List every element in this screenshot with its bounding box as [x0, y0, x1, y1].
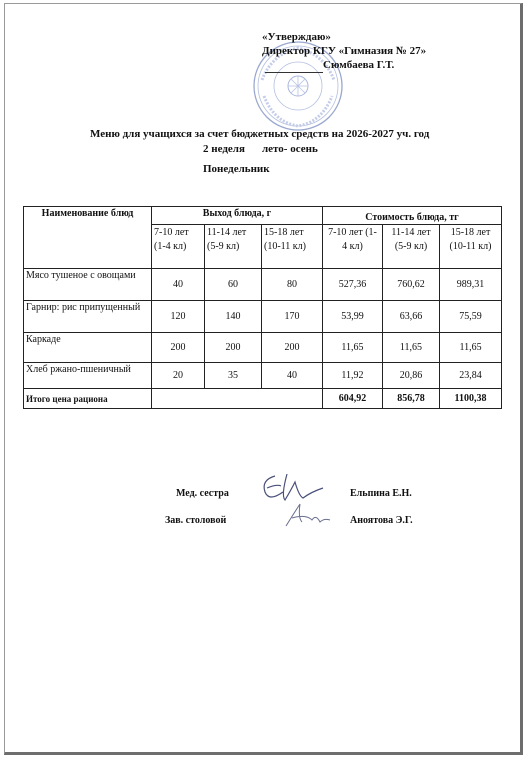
dish-name: Гарнир: рис припущенный: [24, 301, 152, 333]
yield-value: 200: [205, 333, 262, 363]
dish-name: Каркаде: [24, 333, 152, 363]
menu-table: [23, 206, 502, 409]
header-cost: Стоимость блюда, тг: [323, 207, 502, 225]
cost-age-3: 15-18 лет (10-11 кл): [440, 225, 502, 269]
cost-age-2: 11-14 лет (5-9 кл): [383, 225, 440, 269]
yield-value: 60: [205, 269, 262, 301]
season-label: лето- осень: [262, 143, 318, 155]
dish-name: Мясо тушеное с овощами: [24, 269, 152, 301]
cost-value: 75,59: [440, 301, 502, 333]
approval-line-3: Сюмбаева Г.Т.: [323, 59, 395, 71]
yield-value: 80: [262, 269, 323, 301]
yield-value: 35: [205, 363, 262, 389]
total-row: [24, 389, 502, 409]
yield-age-1: 7-10 лет (1-4 кл): [152, 225, 205, 269]
yield-value: 40: [152, 269, 205, 301]
total-yield-empty: [152, 389, 323, 409]
week-label: 2 неделя: [203, 143, 245, 155]
cost-value: 760,62: [383, 269, 440, 301]
yield-value: 40: [262, 363, 323, 389]
cost-value: 11,65: [323, 333, 383, 363]
cost-age-1: 7-10 лет (1- 4 кл): [323, 225, 383, 269]
cost-value: 23,84: [440, 363, 502, 389]
canteen-role: Зав. столовой: [165, 515, 227, 526]
total-value: 856,78: [383, 389, 440, 409]
yield-value: 200: [262, 333, 323, 363]
total-value: 1100,38: [440, 389, 502, 409]
yield-value: 200: [152, 333, 205, 363]
menu-title: Меню для учащихся за счет бюджетных средств на 2026-2027 уч. год: [90, 128, 430, 140]
yield-age-2: 11-14 лет (5-9 кл): [205, 225, 262, 269]
cost-value: 11,92: [323, 363, 383, 389]
yield-value: 20: [152, 363, 205, 389]
table-row: [24, 333, 502, 363]
total-label: Итого цена рациона: [24, 389, 152, 409]
dish-name: Хлеб ржано-пшеничный: [24, 363, 152, 389]
day-label: Понедельник: [203, 163, 270, 175]
header-yield: Выход блюда, г: [152, 207, 323, 225]
total-value: 604,92: [323, 389, 383, 409]
cost-value: 11,65: [383, 333, 440, 363]
canteen-name: Аноятова Э.Г.: [350, 515, 413, 526]
approval-signature-line: [265, 72, 323, 73]
yield-age-3: 15-18 лет (10-11 кл): [262, 225, 323, 269]
nurse-role: Мед. сестра: [176, 488, 229, 499]
cost-value: 53,99: [323, 301, 383, 333]
cost-value: 63,66: [383, 301, 440, 333]
nurse-name: Ельпина Е.Н.: [350, 488, 412, 499]
cost-value: 11,65: [440, 333, 502, 363]
table-row: [24, 363, 502, 389]
header-dish-name: Наименование блюд: [24, 207, 152, 269]
yield-value: 140: [205, 301, 262, 333]
approval-line-2: Директор КГУ «Гимназия № 27»: [262, 45, 427, 57]
cost-value: 20,86: [383, 363, 440, 389]
table-row: [24, 301, 502, 333]
cost-value: 989,31: [440, 269, 502, 301]
table-row: [24, 269, 502, 301]
approval-line-1: «Утверждаю»: [262, 31, 331, 43]
canteen-signature: [282, 500, 332, 530]
yield-value: 170: [262, 301, 323, 333]
yield-value: 120: [152, 301, 205, 333]
cost-value: 527,36: [323, 269, 383, 301]
